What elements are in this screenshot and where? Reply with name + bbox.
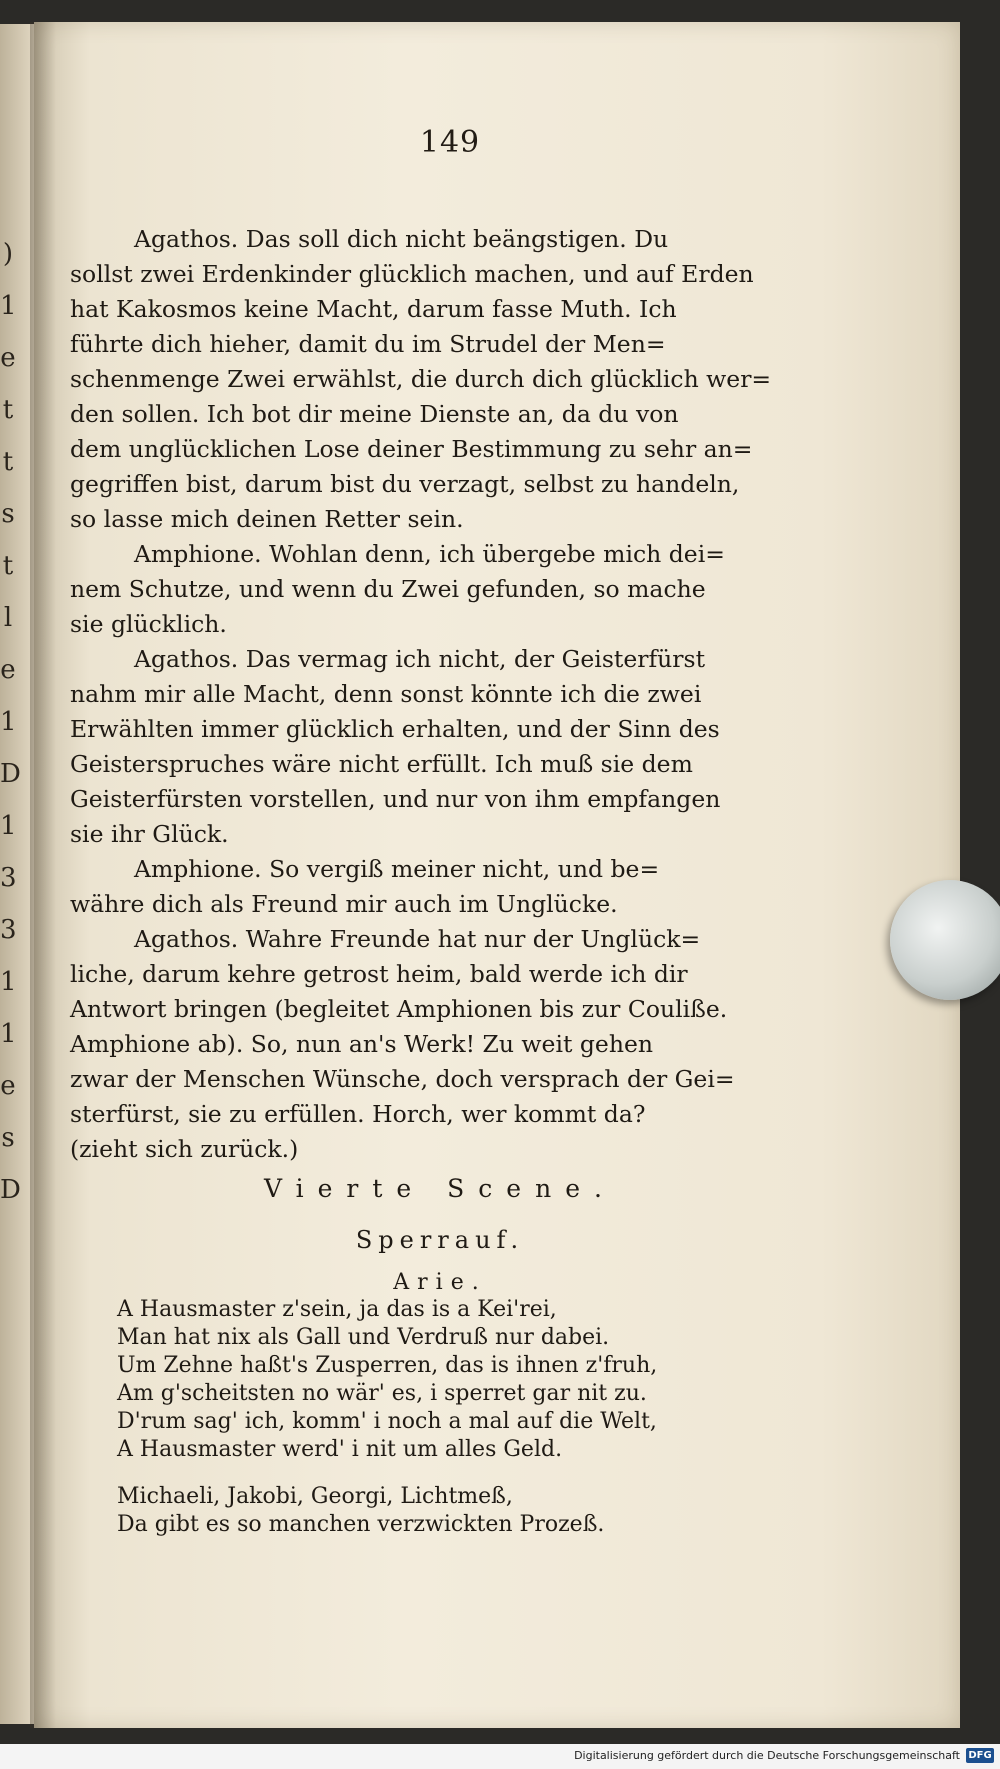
verse-line: A Hausmaster werd' i nit um alles Geld. bbox=[117, 1437, 563, 1462]
left-page-fragment: 1 bbox=[0, 707, 17, 737]
verse-stanza-1 bbox=[117, 1296, 817, 1464]
footer-bar bbox=[0, 1744, 1000, 1769]
verse-stanza-2 bbox=[117, 1483, 817, 1539]
character-heading: Sperrauf. bbox=[355, 1226, 525, 1254]
text-line: hat Kakosmos keine Macht, darum fasse Muth. Ich bbox=[70, 295, 677, 323]
text-line: (zieht sich zurück.) bbox=[70, 1135, 299, 1163]
text-line: Amphione. So vergiß meiner nicht, und be= bbox=[134, 855, 660, 883]
text-line: Agathos. Das soll dich nicht beängstigen. Du bbox=[134, 225, 669, 253]
scene-heading: Vierte Scene. bbox=[264, 1174, 616, 1203]
page-clip bbox=[890, 880, 1000, 1000]
text-line: Agathos. Das vermag ich nicht, der Geisterfürst bbox=[134, 645, 706, 673]
text-line: sie glücklich. bbox=[70, 610, 227, 638]
left-page-fragment: t bbox=[2, 447, 14, 477]
text-line: nem Schutze, und wenn du Zwei gefunden, so mache bbox=[70, 575, 706, 603]
text-line: Geisterfürsten vorstellen, und nur von ihm empfangen bbox=[70, 785, 721, 813]
text-line: sterfürst, sie zu erfüllen. Horch, wer kommt da? bbox=[70, 1100, 646, 1128]
left-page-fragment: D bbox=[0, 759, 21, 789]
text-line: sie ihr Glück. bbox=[70, 820, 229, 848]
verse-line: A Hausmaster z'sein, ja das is a Kei'rei, bbox=[117, 1297, 557, 1322]
page-number: 149 bbox=[419, 125, 481, 160]
footer-credit: Digitalisierung gefördert durch die Deutsche Forschungsgemeinschaft bbox=[574, 1749, 960, 1762]
left-page-fragment: 1 bbox=[0, 1019, 17, 1049]
left-page-fragment: 3 bbox=[0, 863, 17, 893]
prose-block bbox=[70, 222, 810, 1167]
verse-line: Um Zehne haßt's Zusperren, das is ihnen z'fruh, bbox=[117, 1353, 658, 1378]
verse-line: Michaeli, Jakobi, Georgi, Lichtmeß, bbox=[117, 1484, 513, 1509]
verse-line: Man hat nix als Gall und Verdruß nur dabei. bbox=[117, 1325, 610, 1350]
verse-line: Da gibt es so manchen verzwickten Prozeß. bbox=[117, 1512, 605, 1537]
text-line: führte dich hieher, damit du im Strudel der Men= bbox=[70, 330, 666, 358]
left-page-fragment: ) bbox=[2, 239, 14, 269]
text-line: Amphione. Wohlan denn, ich übergebe mich dei= bbox=[134, 540, 725, 568]
left-page-fragment: 3 bbox=[0, 915, 17, 945]
page-gutter bbox=[30, 22, 56, 1728]
text-line: Antwort bringen (begleitet Amphionen bis zur Couliße. bbox=[70, 995, 728, 1023]
left-page-fragment: 1 bbox=[0, 291, 17, 321]
verse-line: D'rum sag' ich, komm' i noch a mal auf die Welt, bbox=[117, 1409, 657, 1434]
text-line: Agathos. Wahre Freunde hat nur der Unglück= bbox=[134, 925, 701, 953]
text-line: den sollen. Ich bot dir meine Dienste an, da du von bbox=[70, 400, 679, 428]
text-line: sollst zwei Erdenkinder glücklich machen, und auf Erden bbox=[70, 260, 754, 288]
verse-line: Am g'scheitsten no wär' es, i sperret gar nit zu. bbox=[117, 1381, 647, 1406]
text-line: Geisterspruches wäre nicht erfüllt. Ich muß sie dem bbox=[70, 750, 693, 778]
left-page-fragment: 1 bbox=[0, 967, 17, 997]
text-line: Erwählten immer glücklich erhalten, und der Sinn des bbox=[70, 715, 720, 743]
left-page-fragment: s bbox=[1, 1123, 15, 1153]
left-page-fragment: e bbox=[0, 1071, 16, 1101]
left-page-fragment: s bbox=[1, 499, 15, 529]
text-line: währe dich als Freund mir auch im Unglücke. bbox=[70, 890, 618, 918]
song-heading: Arie. bbox=[393, 1270, 487, 1295]
text-line: Amphione ab). So, nun an's Werk! Zu weit gehen bbox=[70, 1030, 654, 1058]
text-line: so lasse mich deinen Retter sein. bbox=[70, 505, 464, 533]
left-page-fragment: t bbox=[2, 395, 14, 425]
left-page-fragment: D bbox=[0, 1175, 21, 1205]
left-page-fragment: e bbox=[0, 343, 16, 373]
text-line: nahm mir alle Macht, denn sonst könnte ich die zwei bbox=[70, 680, 702, 708]
text-line: liche, darum kehre getrost heim, bald werde ich dir bbox=[70, 960, 688, 988]
text-line: schenmenge Zwei erwählst, die durch dich glücklich wer= bbox=[70, 365, 772, 393]
left-page-fragment: 1 bbox=[0, 811, 17, 841]
left-page-fragment: l bbox=[3, 603, 13, 633]
left-page-fragment: t bbox=[2, 551, 14, 581]
text-line: gegriffen bist, darum bist du verzagt, selbst zu handeln, bbox=[70, 470, 740, 498]
dfg-logo-icon: DFG bbox=[966, 1748, 994, 1763]
left-page-fragment: e bbox=[0, 655, 16, 685]
text-line: zwar der Menschen Wünsche, doch versprach der Gei= bbox=[70, 1065, 735, 1093]
text-line: dem unglücklichen Lose deiner Bestimmung zu sehr an= bbox=[70, 435, 753, 463]
